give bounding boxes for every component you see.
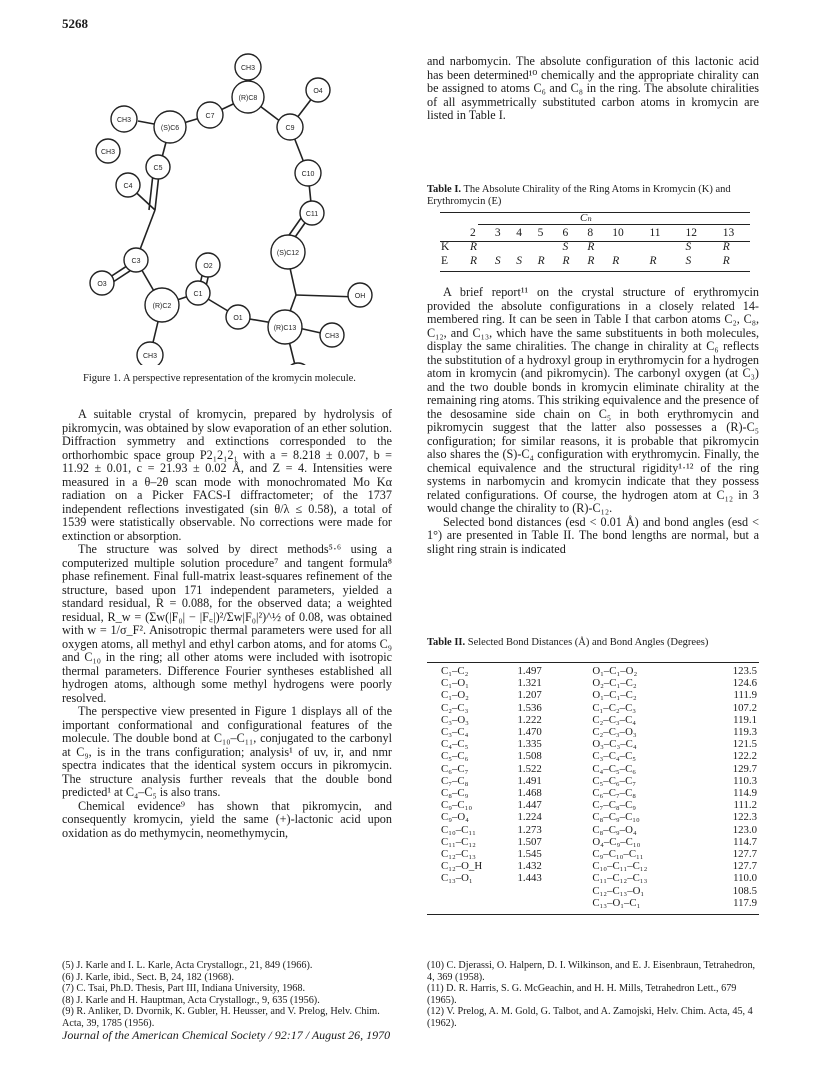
table1-row-label: E <box>441 255 449 267</box>
table1-bottom-rule <box>440 271 750 272</box>
table2-cell: 1.497 <box>517 665 542 677</box>
svg-text:(S)C12: (S)C12 <box>276 250 300 257</box>
table2-cell: 1.468 <box>517 787 542 800</box>
table-row <box>427 240 759 254</box>
table-row <box>427 726 759 738</box>
table-row <box>427 677 759 689</box>
table2-cell: C₃–C₄ <box>441 726 469 739</box>
table-row <box>427 848 759 860</box>
right-column-top <box>427 55 759 123</box>
table1-cell: S <box>685 255 692 267</box>
table1-cell: R <box>722 255 730 267</box>
table2-cell: C₂–C₃–C₄ <box>592 713 637 726</box>
journal-footer: Journal of the American Chemical Society / 92:17 / August 26, 1970 <box>62 1028 391 1042</box>
table-row <box>427 763 759 775</box>
table2-cell: 114.7 <box>733 835 757 848</box>
table2-cell: 127.7 <box>732 848 757 861</box>
footnote: (8) J. Karle and H. Hauptman, Acta Crystallogr., 9, 635 (1956). <box>62 994 320 1006</box>
svg-text:(R)C2: (R)C2 <box>152 303 172 310</box>
table1-cell: S <box>685 241 692 253</box>
table1-cell: R <box>587 241 595 253</box>
footnote: (7) C. Tsai, Ph.D. Thesis, Part III, Indiana University, 1968. <box>62 983 306 995</box>
table2-cell: 124.6 <box>732 677 757 690</box>
table2-cell: C₅–C₆ <box>441 750 469 763</box>
svg-text:CH3: CH3 <box>240 65 256 72</box>
table2-cell: O₂–C₁–C₂ <box>592 677 637 690</box>
table-row <box>427 750 759 762</box>
table2-cell: C₃–C₄–C₅ <box>592 750 637 763</box>
figure-caption: Figure 1. A perspective representation of the kromycin molecule. <box>83 373 356 384</box>
svg-text:C9: C9 <box>285 125 295 132</box>
right-column-middle <box>427 286 759 556</box>
table2-cell: 1.507 <box>517 835 542 848</box>
table2-cell: 1.335 <box>517 738 542 751</box>
table2-cell: C₂–C₃–O₃ <box>592 726 637 739</box>
table-row <box>427 689 759 701</box>
svg-text:(S)C6: (S)C6 <box>160 125 180 132</box>
svg-text:(R)C8: (R)C8 <box>238 95 258 102</box>
table2-caption <box>427 637 759 649</box>
table1-cell: R <box>562 255 570 267</box>
table-row <box>427 836 759 848</box>
table2-cell: 123.0 <box>732 823 757 836</box>
table1-cell: R <box>649 255 657 267</box>
table1 <box>427 226 759 268</box>
table1-col: 10 <box>612 227 624 239</box>
svg-text:O2: O2 <box>203 263 213 270</box>
table2-cell: 1.443 <box>517 872 542 885</box>
molecule-figure <box>80 45 380 365</box>
table2-cell: C₉–C₁₀–C₁₁ <box>592 848 644 861</box>
table2-cell <box>516 885 583 897</box>
footnote: (10) C. Djerassi, O. Halpern, D. I. Wilkinson, and E. J. Eisenbraun, Tetrahedron, 4, 369 (1958). <box>427 960 756 983</box>
table2-cell: 1.470 <box>517 726 542 739</box>
table2-cell: C₁₃–O₁ <box>441 872 473 885</box>
svg-text:C5: C5 <box>153 165 163 172</box>
table2-cell: 1.522 <box>517 762 542 775</box>
paragraph: The perspective view presented in Figure 1 displays all of the important conformational and configurational features of the molecule. The double bond at C₁₀–C₁₁, conjugated to the carbonyl at C₉, is in the trans configuration; analysis¹ of uv, ir, and nmr spectra indicates that the identical system occurs in pikromycin. The structure analysis further reveals that the double bond predicted¹ at C₄–C₅ is also trans. <box>62 704 392 799</box>
table-row <box>427 824 759 836</box>
table1-cell <box>515 240 536 254</box>
svg-text:C10: C10 <box>301 171 315 178</box>
table1-col: 5 <box>537 227 544 239</box>
footnote: (12) V. Prelog, A. M. Gold, G. Talbot, and A. Zamojski, Helv. Chim. Acta, 45, 4 (1962). <box>427 1006 753 1029</box>
table2-cell: C₂–C₃ <box>441 701 469 714</box>
table2-cell: 1.224 <box>517 811 542 824</box>
table2-body <box>427 665 759 909</box>
svg-text:CH3: CH3 <box>116 117 132 124</box>
left-column <box>62 408 392 840</box>
table1-cell <box>494 240 515 254</box>
table1-cell: S <box>494 255 501 267</box>
table-row <box>427 799 759 811</box>
table2-cell: 122.2 <box>732 750 757 763</box>
svg-text:C7: C7 <box>205 113 215 120</box>
table2-cell: 129.7 <box>732 762 757 775</box>
table2-cell: 1.222 <box>517 713 542 726</box>
table2-cell: 111.9 <box>733 689 757 702</box>
table2-cell: 121.5 <box>732 738 757 751</box>
table2-cell: 119.1 <box>733 713 757 726</box>
table2-cell: C₁₁–C₁₂ <box>441 835 476 848</box>
table2-cell: 123.5 <box>732 665 757 677</box>
table1-span-header: Cₙ <box>580 212 592 224</box>
table2-cell: 110.0 <box>733 872 757 885</box>
table2-caption-label: Table II. <box>427 637 466 648</box>
table1-top-rule <box>440 212 750 213</box>
svg-text:C11: C11 <box>305 211 319 218</box>
table2-cell: C₁₀–C₁₁ <box>441 823 476 836</box>
svg-text:CH3: CH3 <box>100 149 116 156</box>
table2-cell: C₄–C₅–C₆ <box>592 762 637 775</box>
table1-col: 13 <box>722 227 735 239</box>
table1-span-rule <box>478 224 750 225</box>
table2-cell: C₁₂–C₁₃ <box>441 848 476 861</box>
page-number: 5268 <box>62 16 88 31</box>
table-row <box>427 665 759 677</box>
table2-cell: 1.207 <box>517 689 542 702</box>
table2-cell: 1.432 <box>517 860 542 873</box>
table2-cell: O₃–C₃–C₄ <box>592 738 637 751</box>
table2-cell: C₁–O₁ <box>441 677 469 690</box>
table2-cell: O₁–C₁–O₂ <box>592 665 638 677</box>
table2-cell: C₁₀–C₁₁–C₁₂ <box>592 860 648 873</box>
table2-cell: 119.3 <box>733 726 757 739</box>
table2-cell: C₁–C₂–C₃ <box>592 701 637 714</box>
svg-text:CH3: CH3 <box>142 353 158 360</box>
table1-cell <box>537 240 562 254</box>
table1-col: 8 <box>587 227 594 239</box>
table1-cell: S <box>516 255 522 267</box>
table2-cell: 1.273 <box>517 823 542 836</box>
table2 <box>427 665 759 909</box>
table2-cell: 1.508 <box>517 750 542 763</box>
svg-text:(R)C13: (R)C13 <box>273 325 297 332</box>
table-row <box>427 254 759 268</box>
table-row <box>427 885 759 897</box>
table1-cell: R <box>470 241 478 253</box>
paragraph: A suitable crystal of kromycin, prepared by hydrolysis of pikromycin, was obtained by slow evaporation of an ether solution. Diffraction symmetry and extinctions corresponded to the orthorhombic space group P2₁2₁2₁ with a = 8.218 ± 0.007, b = 11.92 ± 0.01, c = 21.93 ± 0.02 Å, and Z = 4. Intensities were measured in a θ–2θ scan mode with monochromated Mo Kα radiation on a Picker FACS-I diffractometer; of the 1737 independent reflections investigated (sin θ/λ ≤ 0.58), a total of 1539 were statistically observable. No corrections were made for extinction or absorption. <box>62 407 392 543</box>
table2-cell: C₁₂–C₁₃–O₁ <box>592 884 645 897</box>
table-row <box>427 787 759 799</box>
table1-cell: R <box>537 255 545 267</box>
svg-text:O3: O3 <box>97 281 107 288</box>
table2-cell: 108.5 <box>732 884 757 897</box>
table2-cell: 1.536 <box>517 701 542 714</box>
table1-col: 11 <box>649 227 661 239</box>
table1-caption-text: The Absolute Chirality of the Ring Atoms in Kromycin (K) and Erythromycin (E) <box>427 184 731 207</box>
table2-cell: 1.545 <box>517 848 542 861</box>
table-row <box>427 738 759 750</box>
table2-cell <box>427 897 516 909</box>
table2-cell: C₁₃–O₁–C₁ <box>592 896 641 909</box>
paragraph: Chemical evidence⁹ has shown that pikromycin, and consequently kromycin, yield the same (+)-lactonic acid upon oxidation as do methymycin, neomethymycin, <box>62 798 392 840</box>
table2-cell: 107.2 <box>732 701 757 714</box>
table2-caption-text: Selected Bond Distances (Å) and Bond Angles (Degrees) <box>465 637 709 648</box>
table2-bottom-rule <box>427 914 759 915</box>
table2-cell: C₁₁–C₁₂–C₁₃ <box>592 872 648 885</box>
table1-col: 4 <box>516 227 522 239</box>
table2-cell: 110.3 <box>733 774 757 787</box>
table1-cell <box>648 240 684 254</box>
table2-cell: C₇–C₈ <box>441 774 469 787</box>
svg-text:C1: C1 <box>193 291 203 298</box>
table1-col: 12 <box>685 227 698 239</box>
table1-col: 2 <box>470 227 476 239</box>
footnotes-right <box>427 960 759 1030</box>
table2-cell: C₆–C₇ <box>441 762 469 775</box>
table-row <box>427 897 759 909</box>
footnote: (5) J. Karle and I. L. Karle, Acta Crystallogr., 21, 849 (1966). <box>62 960 313 971</box>
table2-top-rule <box>427 662 759 663</box>
svg-text:O4: O4 <box>313 88 323 95</box>
paragraph: A brief report¹¹ on the crystal structure of erythromycin provided the absolute configurations in a closely related 14-membered ring. It can be seen in Table I that carbon atoms C₂, C₈, C₁₂, and C₁₃, which have the same substituents in both molecules, display the same chiralities. The change in chirality at C₆ reflects the substitution of a hydroxyl group in erythromycin for a hydrogen atom in kromycin (and pikromycin). The carbonyl oxygen (at C₃) and the two double bonds in kromycin eliminate chirality at the remaining ring atoms. This striking equivalence and the presence of the desosamine side chain on C₅ in both erythromycin and pikromycin suggest that the latter also possesses a (R)-C₅ configuration; for similar reasons, it is probable that pikromycin also shares the (S)-C₄ configuration with erythromycin. Finally, the chemical equivalence and the structural rigidity¹·¹² of the ring systems in narbomycin and kromycin indicate that they possess related configurations. Of course, the hydrogen atom at C₁₂ in 3 would change the chirality to (R)-C₁₂. <box>427 285 759 515</box>
table2-cell: C₁–C₂ <box>441 665 469 677</box>
table2-cell: O₄–C₉–C₁₀ <box>592 835 641 848</box>
table1-cell: R <box>587 255 595 267</box>
table2-cell: C₆–C₇–C₈ <box>592 787 637 800</box>
svg-text:O1: O1 <box>233 315 243 322</box>
table2-cell: C₉–O₄ <box>441 811 469 824</box>
table-row <box>427 714 759 726</box>
table2-cell: C₁–O₂ <box>441 689 469 702</box>
table2-cell: C₉–C₁₀ <box>441 799 473 812</box>
table1-cell: S <box>562 241 569 253</box>
table1-col: 6 <box>562 227 569 239</box>
footnote: (6) J. Karle, ibid., Sect. B, 24, 182 (1968). <box>62 971 235 983</box>
footnote: (11) D. R. Harris, S. G. McGeachin, and H. H. Mills, Tetrahedron Lett., 679 (1965). <box>427 983 737 1006</box>
table2-cell <box>427 885 516 897</box>
svg-text:CH3: CH3 <box>324 333 340 340</box>
table-row <box>427 860 759 872</box>
table2-cell: 1.447 <box>517 799 542 812</box>
svg-text:C3: C3 <box>131 258 141 265</box>
atom-circles <box>90 54 372 365</box>
table2-cell: C₄–C₅ <box>441 738 469 751</box>
paragraph: Selected bond distances (esd < 0.01 Å) and bond angles (esd < 1°) are presented in Table II. The bond lengths are normal, but a slight ring strain is indicated <box>427 514 759 556</box>
table1-header-row <box>427 226 759 240</box>
table1-caption <box>427 184 759 208</box>
table2-cell: C₈–C₉–C₁₀ <box>592 811 640 824</box>
table-row <box>427 702 759 714</box>
table2-cell: C₅–C₆–C₇ <box>592 774 637 787</box>
table-row <box>427 775 759 787</box>
table1-cell: R <box>612 255 620 267</box>
table1-header-rule <box>440 241 750 242</box>
table2-cell: 1.321 <box>517 677 542 690</box>
paragraph: The structure was solved by direct methods⁵·⁶ using a computerized multiple solution procedure⁷ and tangent formula⁸ phase refinement. Final full-matrix least-squares refinement of the structure, based upon 171 independent parameters, yielded a standard residual, R = 0.088, for the observed data; a weighted residual, R_w = (Σw(|F₀| − |F꜀|)²/Σw|F₀|²)^½ of 0.08, was obtained with w = 1/σ_F². Anisotropic thermal parameters were used for all oxygen atoms, all methyl and ethyl carbon atoms, and for atoms C₉ and C₁₀ in the ring; all other atoms were included with isotropic thermal parameters. Difference Fourier syntheses established all hydrogen atoms, although some methyl hydrogens were poorly resolved. <box>62 542 392 705</box>
table2-cell: 1.491 <box>517 774 542 787</box>
table1-cell: R <box>470 255 478 267</box>
table1-cell <box>611 240 648 254</box>
table2-cell: C₈–C₉–O₄ <box>592 823 637 836</box>
table2-cell: C₈–C₉ <box>441 787 469 800</box>
footnote: (9) R. Anliker, D. Dvornik, K. Gubler, H. Heusser, and V. Prelog, Helv. Chim. Acta, 39, 1785 (1956). <box>62 1006 380 1029</box>
table-row <box>427 872 759 884</box>
table1-caption-label: Table I. <box>427 184 462 195</box>
paragraph: and narbomycin. The absolute configuration of this lactonic acid has been determined¹⁰ chemically and the appropriate chirality can be assigned to atoms C₆ and C₈ in the ring. The absolute chiralities of all asymmetrically substituted carbon atoms in kromycin are listed in Table I. <box>427 54 759 122</box>
table2-cell: 114.9 <box>733 787 757 800</box>
table1-row-label: K <box>441 241 450 253</box>
table2-cell: 111.2 <box>733 799 757 812</box>
footnotes-left <box>62 960 397 1030</box>
svg-text:C4: C4 <box>123 183 133 190</box>
table1-cell: R <box>722 241 730 253</box>
svg-text:OH: OH <box>354 293 366 300</box>
table2-cell: 122.3 <box>732 811 757 824</box>
table2-cell: 117.9 <box>733 896 757 909</box>
table2-cell: C₇–C₈–C₉ <box>592 799 637 812</box>
table2-cell: 127.7 <box>732 860 757 873</box>
table2-cell <box>516 897 583 909</box>
table-row <box>427 811 759 823</box>
table2-cell: C₁₂–O_H <box>441 860 483 873</box>
table2-cell: C₃–O₃ <box>441 713 469 726</box>
table1-col: 3 <box>494 227 501 239</box>
table2-cell: O₁–C₁–C₂ <box>592 689 637 702</box>
